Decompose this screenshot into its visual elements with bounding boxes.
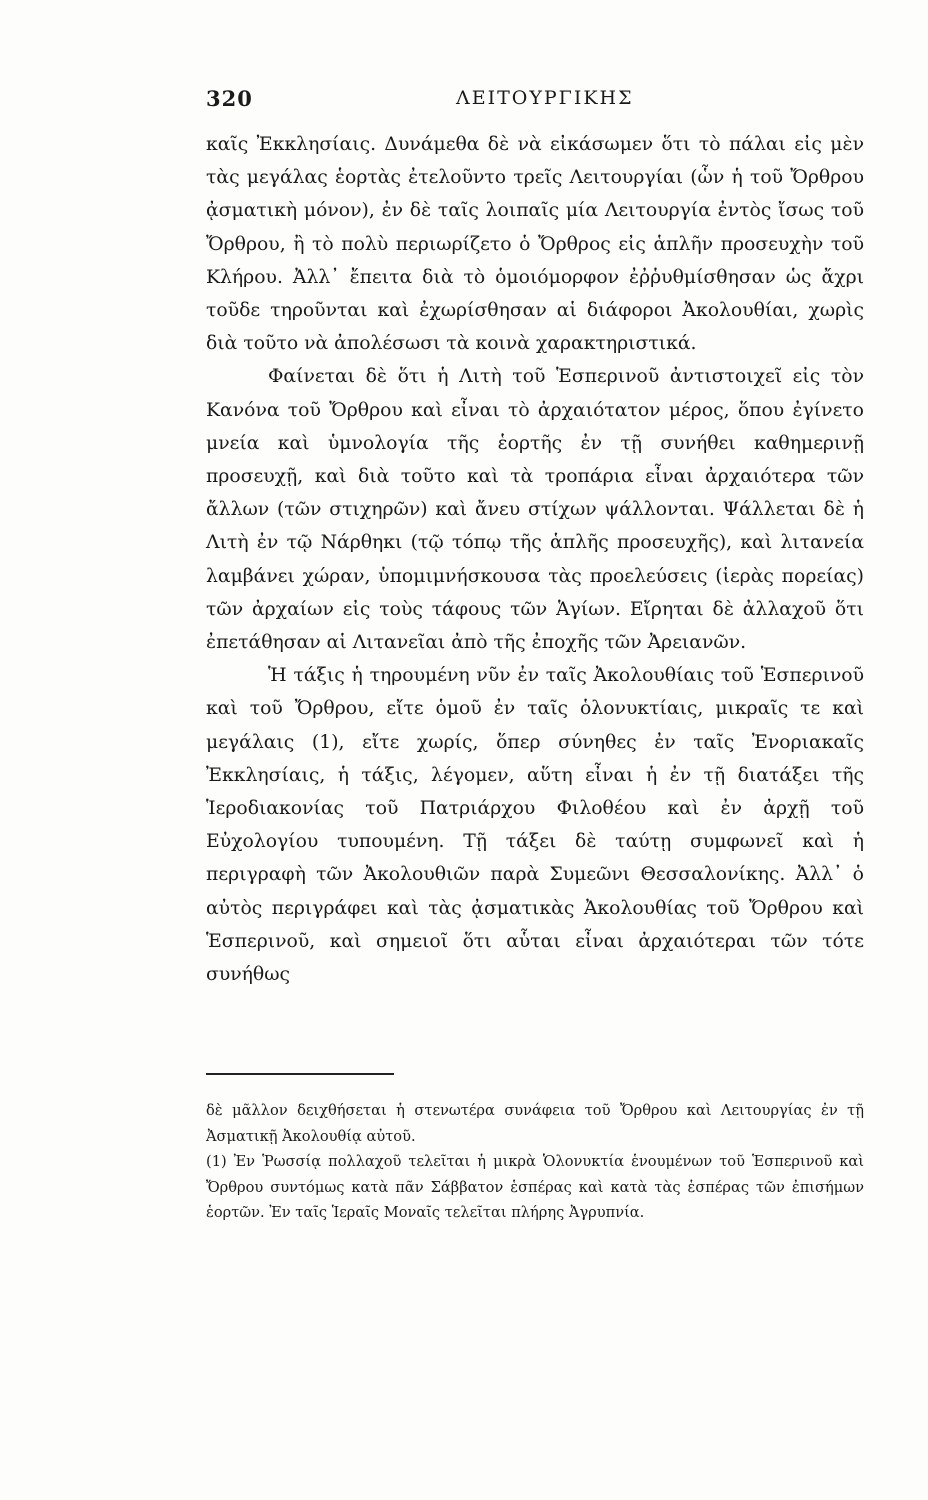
footnote-1: (1) Ἐν Ῥωσσίᾳ πολλαχοῦ τελεῖται ἡ μικρὰ Ὁλονυκτία ἑνουμένων τοῦ Ἑσπερινοῦ καὶ Ὄρθρου συντόμως κατὰ πᾶν Σάββατον ἑσπέρας καὶ κατὰ τὰς ἑσπέρας τῶν ἐπισήμων ἑορτῶν. Ἐν ταῖς Ἱεραῖς Μοναῖς τελεῖται πλήρης Ἀγρυπνία.: [206, 1153, 864, 1222]
running-title: ΛΕΙΤΟΥΡΓΙΚΗΣ: [456, 87, 634, 109]
footnote-continuation: δὲ μᾶλλον δειχθήσεται ἡ στενωτέρα συνάφεια τοῦ Ὄρθρου καὶ Λειτουργίας ἐν τῇ Ἀσματικῇ Ἀκολουθίᾳ αὐτοῦ.: [206, 1102, 864, 1145]
page-header: [206, 86, 864, 118]
footnotes: [206, 1098, 864, 1226]
paragraph-3: Ἡ τάξις ἡ τηρουμένη νῦν ἐν ταῖς Ἀκολουθίαις τοῦ Ἑσπερινοῦ καὶ τοῦ Ὄρθρου, εἴτε ὁμοῦ ἐν ταῖς ὁλονυκτίαις, μικραῖς τε καὶ μεγάλαις (1), εἴτε χωρίς, ὅπερ σύνηθες ἐν ταῖς Ἐνοριακαῖς Ἐκκλησίαις, ἡ τάξις, λέγομεν, αὕτη εἶναι ἡ ἐν τῇ διατάξει τῆς Ἱεροδιακονίας τοῦ Πατριάρχου Φιλοθέου καὶ ἐν ἀρχῇ τοῦ Εὐχολογίου τυπουμένη. Τῇ τάξει δὲ ταύτῃ συμφωνεῖ καὶ ἡ περιγραφὴ τῶν Ἀκολουθιῶν παρὰ Συμεῶνι Θεσσαλονίκης. Ἀλλ᾽ ὁ αὐτὸς περιγράφει καὶ τὰς ᾀσματικὰς Ἀκολουθίας τοῦ Ὄρθρου καὶ Ἑσπερινοῦ, καὶ σημειοῖ ὅτι αὗται εἶναι ἀρχαιότεραι τῶν τότε συνήθως: [206, 665, 864, 986]
main-text: [206, 128, 864, 991]
footnote-separator: [206, 1073, 394, 1075]
paragraph-2: Φαίνεται δὲ ὅτι ἡ Λιτὴ τοῦ Ἑσπερινοῦ ἀντιστοιχεῖ εἰς τὸν Κανόνα τοῦ Ὄρθρου καὶ εἶναι τὸ ἀρχαιότατον μέρος, ὅπου ἐγίνετο μνεία καὶ ὑμνολογία τῆς ἑορτῆς ἐν τῇ συνήθει καθημερινῇ προσευχῇ, καὶ διὰ τοῦτο καὶ τὰ τροπάρια εἶναι ἀρχαιότερα τῶν ἄλλων (τῶν στιχηρῶν) καὶ ἄνευ στίχων ψάλλονται. Ψάλλεται δὲ ἡ Λιτὴ ἐν τῷ Νάρθηκι (τῷ τόπῳ τῆς ἁπλῆς προσευχῆς), καὶ λιτανεία λαμβάνει χώραν, ὑπομιμνήσκουσα τὰς προελεύσεις (ἱερὰς πορείας) τῶν ἀρχαίων εἰς τοὺς τάφους τῶν Ἁγίων. Εἴρηται δὲ ἀλλαχοῦ ὅτι ἐπετάθησαν αἱ Λιτανεῖαι ἀπὸ τῆς ἐποχῆς τῶν Ἀρειανῶν.: [206, 366, 864, 654]
page-number: 320: [206, 86, 253, 111]
paragraph-1: καῖς Ἐκκλησίαις. Δυνάμεθα δὲ νὰ εἰκάσωμεν ὅτι τὸ πάλαι εἰς μὲν τὰς μεγάλας ἑορτὰς ἐτελοῦντο τρεῖς Λειτουργίαι (ὧν ἡ τοῦ Ὄρθρου ᾀσματικὴ μόνον), ἐν δὲ ταῖς λοιπαῖς μία Λειτουργία ἐντὸς ἴσως τοῦ Ὄρθρου, ἢ τὸ πολὺ περιωρίζετο ὁ Ὄρθρος εἰς ἁπλῆν προσευχὴν τοῦ Κλήρου. Ἀλλ᾽ ἔπειτα διὰ τὸ ὁμοιόμορφον ἐῤῥυθμίσθησαν ὡς ἄχρι τοῦδε τηροῦνται καὶ ἐχωρίσθησαν αἱ διάφοροι Ἀκολουθίαι, χωρὶς διὰ τοῦτο νὰ ἀπολέσωσι τὰ κοινὰ χαρακτηριστικά.: [206, 134, 864, 355]
